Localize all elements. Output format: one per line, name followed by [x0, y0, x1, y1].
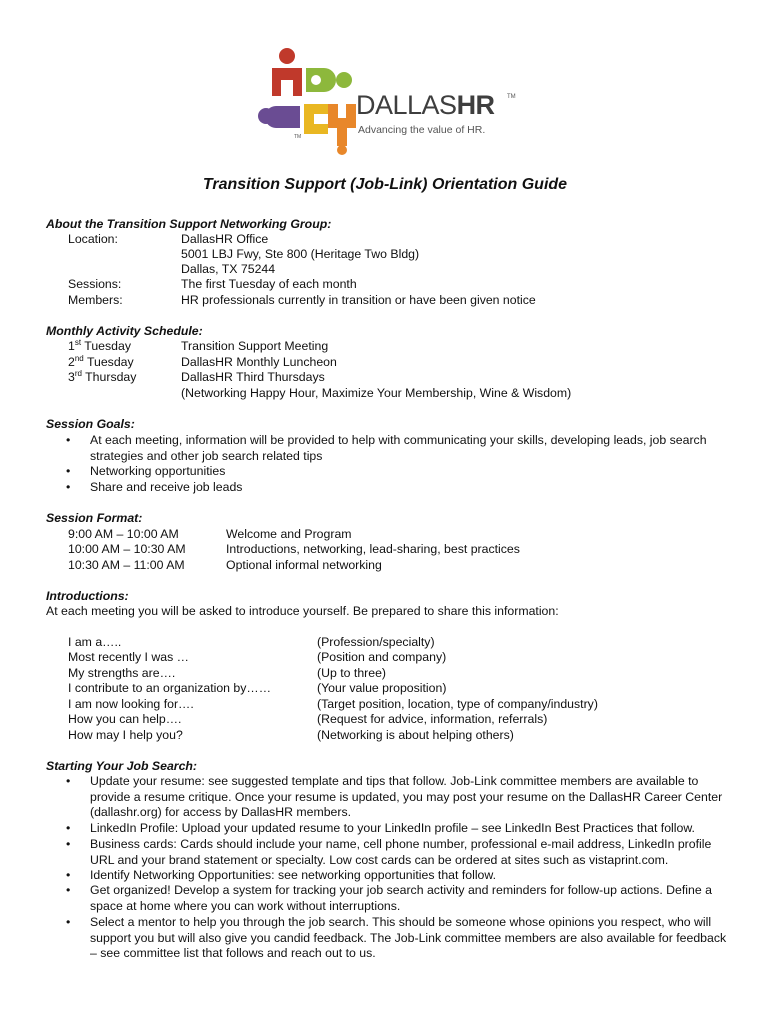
intro-hint: (Up to three)	[317, 666, 387, 680]
intro-prompt: My strengths are….	[68, 666, 176, 680]
list-item: Update your resume: see suggested template and tips that follow. Job-Link committee members are available to provide a resume critique. Once your resume is updated, you may post your resume on the DallasHR Career Center (dallashr.org) for access by DallasHR members.	[90, 774, 723, 819]
dallashr-logo-mark	[256, 46, 356, 156]
list-item: Identify Networking Opportunities: see networking opportunities that follow.	[90, 868, 497, 882]
sessions-value: The first Tuesday of each month	[181, 277, 357, 291]
logo-wordmark: DALLASHR	[356, 90, 495, 120]
bullet-icon: •	[66, 837, 71, 851]
intro-hint: (Your value proposition)	[317, 681, 447, 695]
intro-heading: Introductions:	[46, 589, 129, 603]
schedule-note: (Networking Happy Hour, Maximize Your Membership, Wine & Wisdom)	[181, 386, 572, 400]
intro-prompt: How you can help….	[68, 712, 182, 726]
list-item: Select a mentor to help you through the job search. This should be someone whose opinions you respect, who will support you but will also give you candid feedback. The Job-Link committee members are also available for feedback – see committee list that follows and reach out to us.	[90, 915, 727, 960]
bullet-icon: •	[66, 464, 71, 478]
list-item: Get organized! Develop a system for tracking your job search activity and reminders for follow-up actions. Define a space at home where you can work without interruptions.	[90, 883, 712, 913]
bullet-icon: •	[66, 480, 71, 494]
goals-heading: Session Goals:	[46, 417, 135, 431]
sessions-label: Sessions:	[68, 277, 122, 291]
schedule-day: 3rd Thursday	[68, 368, 137, 384]
format-time: 10:00 AM – 10:30 AM	[68, 542, 186, 556]
schedule-day: 2nd Tuesday	[68, 353, 134, 369]
bullet-icon: •	[66, 433, 71, 447]
intro-hint: (Profession/specialty)	[317, 635, 435, 649]
schedule-event: DallasHR Third Thursdays	[181, 370, 325, 384]
location-line-2: 5001 LBJ Fwy, Ste 800 (Heritage Two Bldg)	[181, 247, 420, 261]
logo-trademark: TM	[507, 94, 516, 100]
intro-hint: (Position and company)	[317, 650, 447, 664]
dallashr-logo	[256, 46, 526, 156]
intro-prompt: Most recently I was …	[68, 650, 189, 664]
intro-prompt: I contribute to an organization by……	[68, 681, 272, 695]
logo-mark-trademark: TM	[294, 134, 302, 140]
list-item: At each meeting, information will be provided to help with communicating your skills, developing leads, job search strategies and other job search related tips	[90, 433, 707, 463]
intro-hint: (Networking is about helping others)	[317, 728, 514, 742]
schedule-day: 1st Tuesday	[68, 337, 131, 353]
format-time: 9:00 AM – 10:00 AM	[68, 527, 179, 541]
intro-hint: (Request for advice, information, referrals)	[317, 712, 548, 726]
logo-tagline: Advancing the value of HR.	[358, 124, 486, 136]
format-heading: Session Format:	[46, 511, 143, 525]
intro-hint: (Target position, location, type of company/industry)	[317, 697, 598, 711]
bullet-icon: •	[66, 868, 71, 882]
list-item: Networking opportunities	[90, 464, 226, 478]
format-time: 10:30 AM – 11:00 AM	[68, 558, 185, 572]
location-line-3: Dallas, TX 75244	[181, 262, 276, 276]
location-label: Location:	[68, 232, 118, 246]
format-desc: Welcome and Program	[226, 527, 352, 541]
intro-text: At each meeting you will be asked to introduce yourself. Be prepared to share this information:	[46, 604, 559, 618]
location-line-1: DallasHR Office	[181, 232, 269, 246]
bullet-icon: •	[66, 883, 71, 897]
schedule-event: DallasHR Monthly Luncheon	[181, 355, 337, 369]
list-item: LinkedIn Profile: Upload your updated resume to your LinkedIn profile – see LinkedIn Best Practices that follow.	[90, 821, 695, 835]
format-desc: Introductions, networking, lead-sharing, best practices	[226, 542, 520, 556]
members-label: Members:	[68, 293, 123, 307]
schedule-event: Transition Support Meeting	[181, 339, 329, 353]
list-item: Business cards: Cards should include your name, cell phone number, professional e-mail address, LinkedIn profile URL and your brand statement or specialty. Low cost cards can be ordered at sites such as vistaprint.com.	[90, 837, 712, 867]
schedule-heading: Monthly Activity Schedule:	[46, 324, 203, 338]
bullet-icon: •	[66, 821, 71, 835]
intro-prompt: I am a…..	[68, 635, 122, 649]
format-desc: Optional informal networking	[226, 558, 382, 572]
page-title: Transition Support (Job-Link) Orientation Guide	[202, 176, 568, 193]
about-heading: About the Transition Support Networking Group:	[46, 217, 332, 231]
intro-prompt: I am now looking for….	[68, 697, 194, 711]
list-item: Share and receive job leads	[90, 480, 243, 494]
members-value: HR professionals currently in transition or have been given notice	[181, 293, 536, 307]
bullet-icon: •	[66, 915, 71, 929]
bullet-icon: •	[66, 774, 71, 788]
intro-prompt: How may I help you?	[68, 728, 183, 742]
search-heading: Starting Your Job Search:	[46, 759, 198, 773]
